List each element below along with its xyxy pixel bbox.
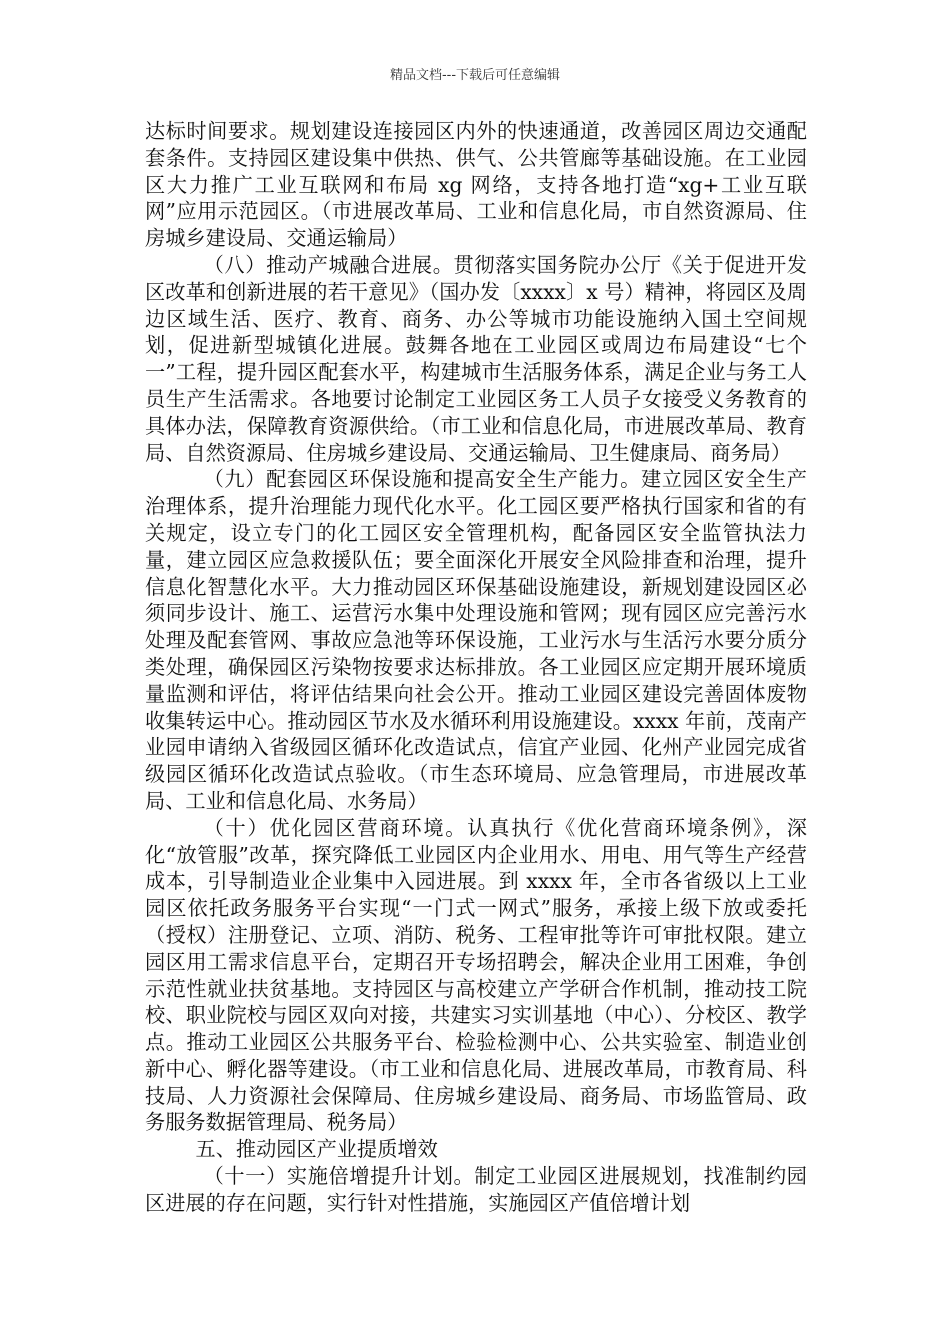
paragraph-2: （八）推动产城融合进展。贯彻落实国务院办公厅《关于促进开发区改革和创新进展的若干意见》（国办发〔xxxx〕x 号）精神，将园区及周边区域生活、医疗、教育、商务、办公等城市功能设施纳入国土空间规划，促进新型城镇化进展。鼓舞各地在工业园区或周边布局建设“七个一”工程，提升园区配套水平，构建城市生活服务体系，满足企业与务工人员生产生活需求。各地要讨论制定工业园区务工人员子女接受义务教育的具体办法，保障教育资源供给。（市工业和信息化局，市进展改革局、教育局、自然资源局、住房城乡建设局、交通运输局、卫生健康局、商务局）	[145, 252, 807, 465]
section-heading: 五、推动园区产业提质增效	[195, 1137, 438, 1162]
paragraph-4: （十）优化园区营商环境。认真执行《优化营商环境条例》，深化“放管服”改革，探究降低工业园区内企业用水、用电、用气等生产经营成本，引导制造业企业集中入园进展。到 xxxx 年，全市各省级以上工业园区依托政务服务平台实现“一门式一网式”服务，承接上级下放或委托（授权）注册登记、立项、消防、税务、工程审批等许可审批权限。建立园区用工需求信息平台，定期召开专场招聘会，解决企业用工困难，争创示范性就业扶贫基地。支持园区与高校建立产学研合作机制，推动技工院校、职业院校与园区双向对接，共建实习实训基地（中心）、分校区、教学点。推动工业园区公共服务平台、检验检测中心、公共实验室、制造业创新中心、孵化器等建设。（市工业和信息化局、进展改革局，市教育局、科技局、人力资源社会保障局、住房城乡建设局、商务局、市场监管局、政务服务数据管理局、税务局）	[145, 815, 807, 1135]
paragraph-1: 达标时间要求。规划建设连接园区内外的快速通道，改善园区周边交通配套条件。支持园区建设集中供热、供气、公共管廊等基础设施。在工业园区大力推广工业互联网和布局 xg 网络，支持各地打造“xg+工业互联网”应用示范园区。（市进展改革局、工业和信息化局，市自然资源局、住房城乡建设局、交通运输局）	[145, 119, 807, 251]
document-body	[145, 118, 807, 1217]
paragraph-5: （十一）实施倍增提升计划。制定工业园区进展规划，找准制约园区进展的存在问题，实行针对性措施，实施园区产值倍增计划	[145, 1164, 807, 1215]
page-header: 精品文档---下载后可任意编辑	[389, 68, 561, 83]
paragraph-3: （九）配套园区环保设施和提高安全生产能力。建立园区安全生产治理体系，提升治理能力现代化水平。化工园区要严格执行国家和省的有关规定，设立专门的化工园区安全管理机构，配备园区安全监管执法力量，建立园区应急救援队伍；要全面深化开展安全风险排查和治理，提升信息化智慧化水平。大力推动园区环保基础设施建设，新规划建设园区必须同步设计、施工、运营污水集中处理设施和管网；现有园区应完善污水处理及配套管网、事故应急池等环保设施，工业污水与生活污水要分质分类处理，确保园区污染物按要求达标排放。各工业园区应定期开展环境质量监测和评估，将评估结果向社会公开。推动工业园区建设完善固体废物收集转运中心。推动园区节水及水循环利用设施建设。xxxx 年前，茂南产业园申请纳入省级园区循环化改造试点，信宜产业园、化州产业园完成省级园区循环化改造试点验收。（市生态环境局、应急管理局，市进展改革局、工业和信息化局、水务局）	[145, 467, 807, 813]
